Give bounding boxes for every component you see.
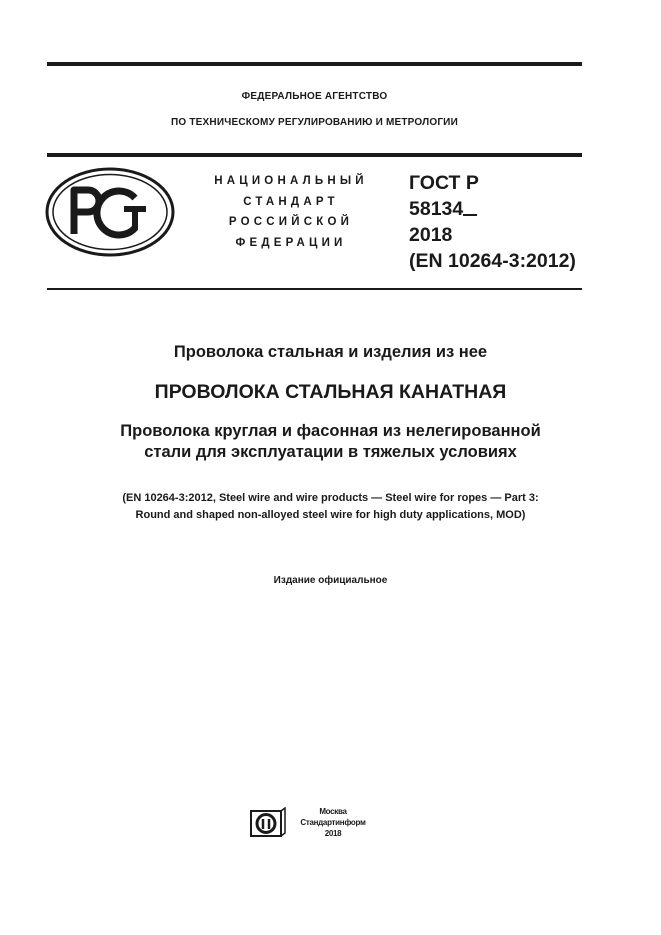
- publisher-year: 2018: [324, 829, 342, 838]
- designation-number: 58134: [409, 198, 464, 220]
- publisher-city: Москва: [319, 807, 347, 816]
- national-standard-line: РОССИЙСКОЙ: [228, 216, 354, 228]
- general-title: Проволока стальная и изделия из нее: [173, 343, 488, 361]
- standard-designation: [409, 170, 576, 274]
- specific-title-line: стали для эксплуатации в тяжелых условиях: [144, 443, 517, 461]
- designation-prefix: ГОСТ Р: [409, 172, 479, 194]
- national-standard-line: НАЦИОНАЛЬНЫЙ: [214, 175, 368, 187]
- english-title: [40, 490, 621, 524]
- rst-emblem-icon: [44, 166, 176, 258]
- specific-title: [40, 421, 621, 463]
- english-title-line: Round and shaped non-alloyed steel wire for high duty applications, MOD): [135, 509, 526, 521]
- publisher-name: Стандартинформ: [300, 818, 366, 827]
- agency-name-line2: ПО ТЕХНИЧЕСКОМУ РЕГУЛИРОВАНИЮ И МЕТРОЛОГИИ: [171, 117, 458, 128]
- publisher-info: [293, 806, 373, 839]
- national-standard-line: ФЕДЕРАЦИИ: [235, 236, 347, 249]
- main-title: ПРОВОЛОКА СТАЛЬНАЯ КАНАТНАЯ: [154, 381, 507, 403]
- edition-note: Издание официальное: [273, 575, 388, 586]
- top-rule: [47, 62, 582, 66]
- middle-rule: [47, 153, 582, 157]
- designation-equivalent: (EN 10264-3:2012): [409, 250, 576, 272]
- national-standard-block: [196, 171, 386, 253]
- english-title-line: (EN 10264-3:2012, Steel wire and wire products — Steel wire for ropes — Part 3:: [122, 492, 539, 504]
- designation-year: 2018: [409, 224, 453, 246]
- thin-rule: [47, 288, 582, 290]
- standartinform-logo-icon: [250, 807, 286, 837]
- specific-title-line: Проволока круглая и фасонная из нелегированной: [120, 422, 541, 440]
- national-standard-line: СТАНДАРТ: [243, 195, 339, 208]
- agency-name-line1: ФЕДЕРАЛЬНОЕ АГЕНТСТВО: [241, 91, 388, 102]
